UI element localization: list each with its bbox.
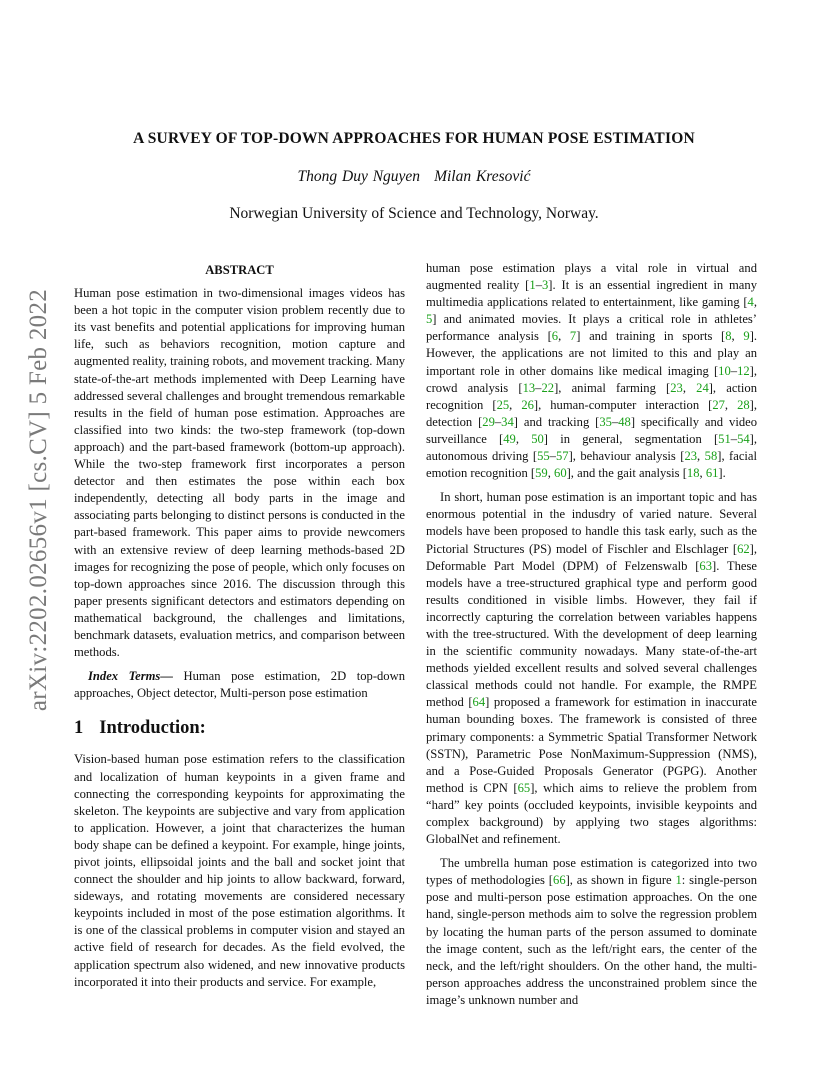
affiliation: Norwegian University of Science and Technology, Norway.	[229, 205, 599, 222]
citation-link[interactable]: 55	[537, 449, 550, 464]
citation-link[interactable]: 18	[686, 466, 700, 481]
citation-link[interactable]: 12	[737, 363, 750, 378]
citation-link[interactable]: 29	[482, 414, 495, 429]
paper-title: A SURVEY OF TOP-DOWN APPROACHES FOR HUMAN POSE ESTIMATION	[133, 130, 695, 147]
intro-paragraph-3: In short, human pose estimation is an important topic and has enormous potential in the indusdry of varied nature. Several models have been proposed to handle this task early, such as the Pictorial Structures (PS) model of Fischler and Elschlager [62], Deformable Part Model (DPM) of Felzenswalb [63]. These models have a tree-structured graphical type and perform good results conditioned in visible limbs. However, they fail if incorrectly capturing the correlation between variables happens with the tree-structured. With the development of deep learning in the scientific community nowadays. Many state-of-the-art methods yielded excellent results and solved several challenges classical methods could not handle. For example, the RMPE method [64] proposed a framework for estimation in inaccurate human bounding boxes. The framework is consisted of three primary components: a Symmetric Spatial Transformer Network (SSTN), Parametric Pose NonMaximum-Suppression (NMS), and a Pose-Guided Proposals Generator (PGPG). Another method is CPN [65], which aims to relieve the problem from “hard” key points (occluded keypoints, invisible keypoints and complex background) by applying two stages algorithms: GlobalNet and refinement.	[426, 490, 757, 847]
author-2: Milan Kresović	[434, 168, 531, 185]
intro-paragraph-4: The umbrella human pose estimation is categorized into two types of methodologies [66], as shown in figure 1: single-person pose and multi-person pose estimation approaches. On the one hand, single-person methods aim to solve the regression problem by locating the human parts of the person assumed to dominate the image content, such as the left/right ears, the center of the neck, and the left/right shoulders. On the other hand, the multi-person approaches address the unconstrained problem since the image’s unknown number and	[426, 856, 758, 1007]
intro-paragraph-1: Vision-based human pose estimation refers to the classification and localization of human keypoints in a given frame and connecting the corresponding keypoints for approximating the skeleton. The keypoints are subjective and vary from application to application. However, a joint that characterizes the human body shape can be defined a keypoint. For example, hinge joints, pivot joints, ellipsoidal joints and the ball and socket joint that connect the shoulder and hip joints to allow backward, forward, sideways, and rotating movements are considered necessary keypoints included in most of the pose estimation algorithms. It is one of the classical problems in computer vision and stayed an active field of research for decades. As the field evolved, the application spectrum also widened, and new innovative products incorporated it into their products and service. For example,	[74, 752, 405, 989]
citation-link[interactable]: 59	[535, 466, 548, 481]
intro-paragraph-2: human pose estimation plays a vital role in virtual and augmented reality [1–3]. It is an essential ingredient in many multimedia applications related to entertainment, like gaming [4, 5] and animated movies. It plays a critical role in athletes’ performance analysis [6, 7] and training in sports [8, 9]. However, the applications are not limited to this and play an important role in other domains like medical imaging [10–12], crowd analysis [13–22], animal farming [23, 24], action recognition [25, 26], human-computer interaction [27, 28], detection [29–34] and tracking [35–48] specifically and video surveillance [49, 50] in general, segmentation [51–54], autonomous driving [55–57], behaviour analysis [23, 58], facial emotion recognition [59, 60], and the gait analysis [18, 61].	[426, 261, 758, 481]
author-1: Thong Duy Nguyen	[297, 168, 421, 185]
citation-link[interactable]: 48	[618, 414, 631, 429]
citation-link[interactable]: 63	[699, 558, 712, 573]
right-column	[426, 260, 757, 1009]
section-heading	[74, 720, 405, 737]
citation-link[interactable]: 49	[503, 431, 516, 446]
abstract-heading: ABSTRACT	[205, 263, 274, 277]
index-terms-text: Human pose estimation, 2D top-down approaches, Object detector, Multi-person pose estimation	[74, 669, 405, 701]
authors	[0, 168, 828, 186]
citation-link[interactable]: 22	[541, 380, 555, 395]
citation-link[interactable]: 4	[747, 295, 754, 310]
citation-link[interactable]: 61	[705, 466, 719, 481]
citation-link[interactable]: 6	[551, 329, 559, 344]
index-terms	[74, 668, 405, 702]
citation-link[interactable]: 35	[599, 414, 612, 429]
citation-link[interactable]: 60	[554, 466, 567, 481]
citation-link[interactable]: 51	[718, 431, 731, 446]
citation-link[interactable]: 65	[517, 780, 531, 795]
citation-link[interactable]: 50	[531, 431, 544, 446]
left-column	[74, 262, 405, 991]
arxiv-sidebar	[18, 290, 60, 710]
citation-link[interactable]: 57	[555, 449, 569, 464]
section-number: 1	[74, 718, 84, 739]
citation-link[interactable]: 1	[529, 278, 536, 293]
arxiv-id: arXiv:2202.02656v1 [cs.CV] 5 Feb 2022	[25, 288, 52, 712]
citation-link[interactable]: 5	[426, 312, 433, 327]
citation-link[interactable]: 25	[496, 397, 510, 412]
citation-link[interactable]: 7	[569, 329, 577, 344]
citation-link[interactable]: 10	[718, 363, 731, 378]
citation-link[interactable]: 23	[684, 449, 698, 464]
citation-link[interactable]: 62	[737, 541, 750, 556]
citation-link[interactable]: 1	[675, 873, 682, 888]
citation-link[interactable]: 27	[712, 397, 725, 412]
citation-link[interactable]: 23	[670, 380, 683, 395]
citation-link[interactable]: 66	[553, 873, 566, 888]
section-title: Introduction:	[99, 718, 206, 739]
citation-link[interactable]: 8	[725, 329, 732, 344]
citation-link[interactable]: 64	[472, 695, 486, 710]
citation-link[interactable]: 34	[501, 414, 514, 429]
citation-link[interactable]: 3	[541, 278, 549, 293]
citation-link[interactable]: 13	[522, 380, 536, 395]
citation-link[interactable]: 9	[743, 329, 750, 344]
citation-link[interactable]: 28	[737, 397, 750, 412]
citation-link[interactable]: 24	[696, 380, 709, 395]
citation-link[interactable]: 54	[737, 431, 750, 446]
citation-link[interactable]: 26	[521, 397, 534, 412]
index-terms-label: Index Terms—	[88, 669, 173, 684]
abstract-text: Human pose estimation in two-dimensional images videos has been a hot topic in the computer vision problem recently due to its vast benefits and potential applications for improving human life, such as behaviors recognition, motion capture and augmented reality, training robots, and movement tracking. Many state-of-the-art methods implemented with Deep Learning have addressed several challenges and brought tremendous remarkable results in the field of human pose estimation. Approaches are classified into two kinds: the two-step framework (top-down approach) and the part-based framework (bottom-up approach). While the two-step framework first incorporates a person detector and then estimates the pose within each box independently, detecting all body parts in the image and associating parts belonging to distinct persons is conducted in the part-based framework. This paper aims to provide newcomers with an extensive review of deep learning methods-based 2D images for recognizing the pose of people, which only focuses on top-down approaches since 2016. The discussion through this paper presents significant detectors and estimators depending on mathematical background, the challenges and limitations, benchmark datasets, evaluation metrics, and comparison between methods.	[74, 286, 405, 660]
citation-link[interactable]: 58	[704, 449, 718, 464]
